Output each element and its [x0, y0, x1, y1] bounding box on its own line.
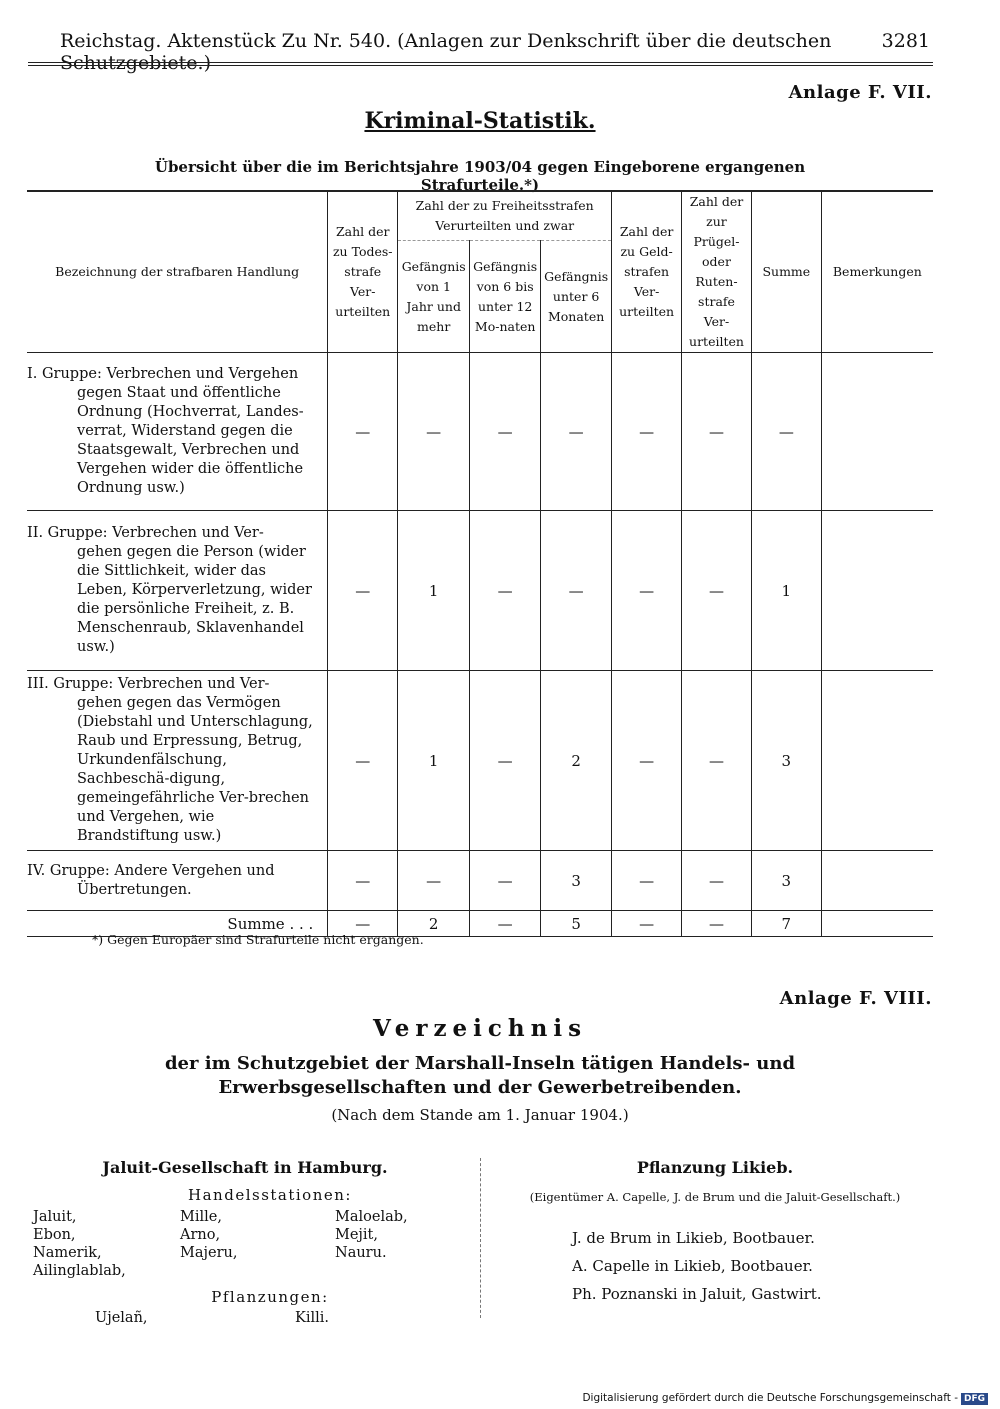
- header-sum: Summe: [751, 191, 821, 353]
- sum-prison-under-6mo: 5: [541, 911, 612, 937]
- list-item: Ailinglablab,: [33, 1263, 126, 1279]
- header-fines: Zahl der zu Geld-strafen Ver-urteilten: [612, 191, 682, 353]
- cell-prison-under-6mo: —: [541, 511, 612, 671]
- table-row: [27, 851, 933, 911]
- list-item: Mejit,: [335, 1227, 378, 1243]
- cell-flogging: —: [682, 353, 752, 511]
- cell-prison-under-6mo: 3: [541, 851, 612, 911]
- cell-flogging: —: [682, 671, 752, 851]
- sum-total: 7: [751, 911, 821, 937]
- header-death-penalty: Zahl der zu Todes-strafe Ver-urteilten: [328, 191, 398, 353]
- sum-fines: —: [612, 911, 682, 937]
- cell-sum: 1: [751, 511, 821, 671]
- cell-prison-under-6mo: 2: [541, 671, 612, 851]
- header-remarks: Bemerkungen: [821, 191, 933, 353]
- cell-flogging: —: [682, 851, 752, 911]
- plantation-heading: Pflanzung Likieb.: [636, 1158, 794, 1177]
- plantation-owners: (Eigentümer A. Capelle, J. de Brum und die Jaluit-Gesellschaft.): [529, 1190, 901, 1204]
- sum-flogging: —: [682, 911, 752, 937]
- crime-statistics-table: [27, 190, 933, 937]
- row-desc-rest: gehen gegen das Vermögen (Diebstahl und Unterschlagung, Raub und Erpressung, Betrug, Urkundenfälschung, Sachbeschä-digung, gemeingefährliche Ver-brechen und Vergehen, wie Brandstiftung usw.): [77, 695, 313, 844]
- cell-prison-1yr: 1: [398, 511, 470, 671]
- cell-death: —: [328, 353, 398, 511]
- row-desc-rest: gehen gegen die Person (wider die Sittlichkeit, wider das Leben, Körperverletzung, wider die persönliche Freiheit, z. B. Menschenraub, Sklavenhandel usw.): [77, 544, 312, 655]
- annex-subtitle-f7: Übersicht über die im Berichtsjahre 1903/04 gegen Eingeborene ergangenen Strafurteile.*): [154, 158, 806, 194]
- cell-death: —: [328, 851, 398, 911]
- list-item: Nauru.: [335, 1245, 387, 1261]
- row-description: [27, 671, 328, 851]
- stations-col-2: [180, 1208, 237, 1262]
- header-prison-under-6mo: Gefängnis unter 6 Monaten: [541, 241, 612, 353]
- cell-remarks: [821, 671, 933, 851]
- annex-title-f7: Kriminal-Statistik.: [364, 108, 596, 134]
- footnote: *) Gegen Europäer sind Strafurteile nicht ergangen.: [92, 932, 424, 947]
- stations-col-3: [335, 1208, 408, 1262]
- sum-remarks: [821, 911, 933, 937]
- sum-death: —: [328, 911, 398, 937]
- header-flogging: Zahl der zur Prügel- oder Ruten-strafe Ver-urteilten: [682, 191, 752, 353]
- cell-fines: —: [612, 353, 682, 511]
- row-description: [27, 511, 328, 671]
- list-item: Ph. Poznanski in Jaluit, Gastwirt.: [572, 1285, 822, 1303]
- header-description: Bezeichnung der strafbaren Handlung: [27, 191, 328, 353]
- row-desc-first: I. Gruppe: Verbrechen und Vergehen: [27, 366, 299, 382]
- cell-remarks: [821, 353, 933, 511]
- cell-prison-1yr: 1: [398, 671, 470, 851]
- digitization-credit: [582, 1392, 988, 1405]
- cell-fines: —: [612, 851, 682, 911]
- annex-label-f7: Anlage F. VII.: [788, 82, 932, 103]
- table-header-row: [27, 191, 933, 241]
- row-desc-first: IV. Gruppe: Andere Vergehen und: [27, 862, 275, 879]
- page-number: 3281: [881, 30, 930, 52]
- company-heading: Jaluit-Gesellschaft in Hamburg.: [102, 1158, 388, 1177]
- list-item: Arno,: [180, 1227, 221, 1243]
- table-row: [27, 353, 933, 511]
- tradesmen-list: [572, 1224, 822, 1308]
- annex-title-f8: Verzeichnis: [372, 1015, 588, 1042]
- row-description: [27, 353, 328, 511]
- column-divider: [480, 1158, 481, 1318]
- cell-fines: —: [612, 671, 682, 851]
- cell-prison-under-6mo: —: [541, 353, 612, 511]
- list-item: Mille,: [180, 1209, 222, 1225]
- annex-subtitle-f8: der im Schutzgebiet der Marshall-Inseln tätigen Handels- und Erwerbsgesellschaften und der Gewerbetreibenden.: [164, 1053, 796, 1098]
- cell-prison-6-12mo: —: [470, 671, 541, 851]
- table-row: [27, 511, 933, 671]
- table-row: [27, 671, 933, 851]
- running-title: Reichstag. Aktenstück Zu Nr. 540. (Anlagen zur Denkschrift über die deutschen Schutzgebiete.): [60, 30, 832, 74]
- header-prison-6-12mo: Gefängnis von 6 bis unter 12 Mo-naten: [470, 241, 541, 353]
- annex-label-f8: Anlage F. VIII.: [779, 988, 932, 1009]
- header-rule: [28, 62, 933, 63]
- cell-fines: —: [612, 511, 682, 671]
- sum-label: Summe . . .: [27, 911, 328, 937]
- credit-text: Digitalisierung gefördert durch die Deutsche Forschungsgemeinschaft -: [582, 1392, 958, 1404]
- cell-death: —: [328, 671, 398, 851]
- cell-prison-6-12mo: —: [470, 353, 541, 511]
- sum-prison-1yr: 2: [398, 911, 470, 937]
- cell-sum: 3: [751, 851, 821, 911]
- cell-sum: —: [751, 353, 821, 511]
- list-item: Jaluit,: [33, 1209, 77, 1225]
- plantations-heading: Pflanzungen:: [211, 1288, 329, 1306]
- cell-sum: 3: [751, 671, 821, 851]
- date-note: (Nach dem Stande am 1. Januar 1904.): [331, 1106, 629, 1124]
- list-item: Majeru,: [180, 1245, 238, 1261]
- cell-remarks: [821, 851, 933, 911]
- stations-col-1: [33, 1208, 126, 1280]
- header-rule-2: [28, 65, 933, 66]
- cell-prison-6-12mo: —: [470, 511, 541, 671]
- cell-flogging: —: [682, 511, 752, 671]
- cell-remarks: [821, 511, 933, 671]
- stations-heading: Handelsstationen:: [188, 1186, 352, 1204]
- list-item: Namerik,: [33, 1245, 102, 1261]
- plantation-item: Ujelañ,: [95, 1310, 148, 1326]
- cell-prison-1yr: —: [398, 851, 470, 911]
- cell-prison-1yr: —: [398, 353, 470, 511]
- sum-prison-6-12mo: —: [470, 911, 541, 937]
- dfg-logo: DFG: [961, 1393, 988, 1405]
- cell-death: —: [328, 511, 398, 671]
- header-prison-1yr: Gefängnis von 1 Jahr und mehr: [398, 241, 470, 353]
- list-item: A. Capelle in Likieb, Bootbauer.: [572, 1257, 813, 1275]
- list-item: Maloelab,: [335, 1209, 408, 1225]
- plantation-item: Killi.: [295, 1310, 329, 1326]
- cell-prison-6-12mo: —: [470, 851, 541, 911]
- row-desc-first: III. Gruppe: Verbrechen und Ver-: [27, 676, 270, 692]
- list-item: Ebon,: [33, 1227, 76, 1243]
- header-prison-group: Zahl der zu Freiheitsstrafen Verurteilten und zwar: [398, 191, 612, 241]
- row-desc-rest: gegen Staat und öffentliche Ordnung (Hochverrat, Landes-verrat, Widerstand gegen die Staatsgewalt, Verbrechen und Vergehen wider die öffentliche Ordnung usw.): [77, 385, 304, 496]
- list-item: J. de Brum in Likieb, Bootbauer.: [572, 1229, 815, 1247]
- row-desc-first: II. Gruppe: Verbrechen und Ver-: [27, 525, 264, 541]
- row-description: [27, 851, 328, 911]
- row-desc-rest: Übertretungen.: [77, 881, 192, 898]
